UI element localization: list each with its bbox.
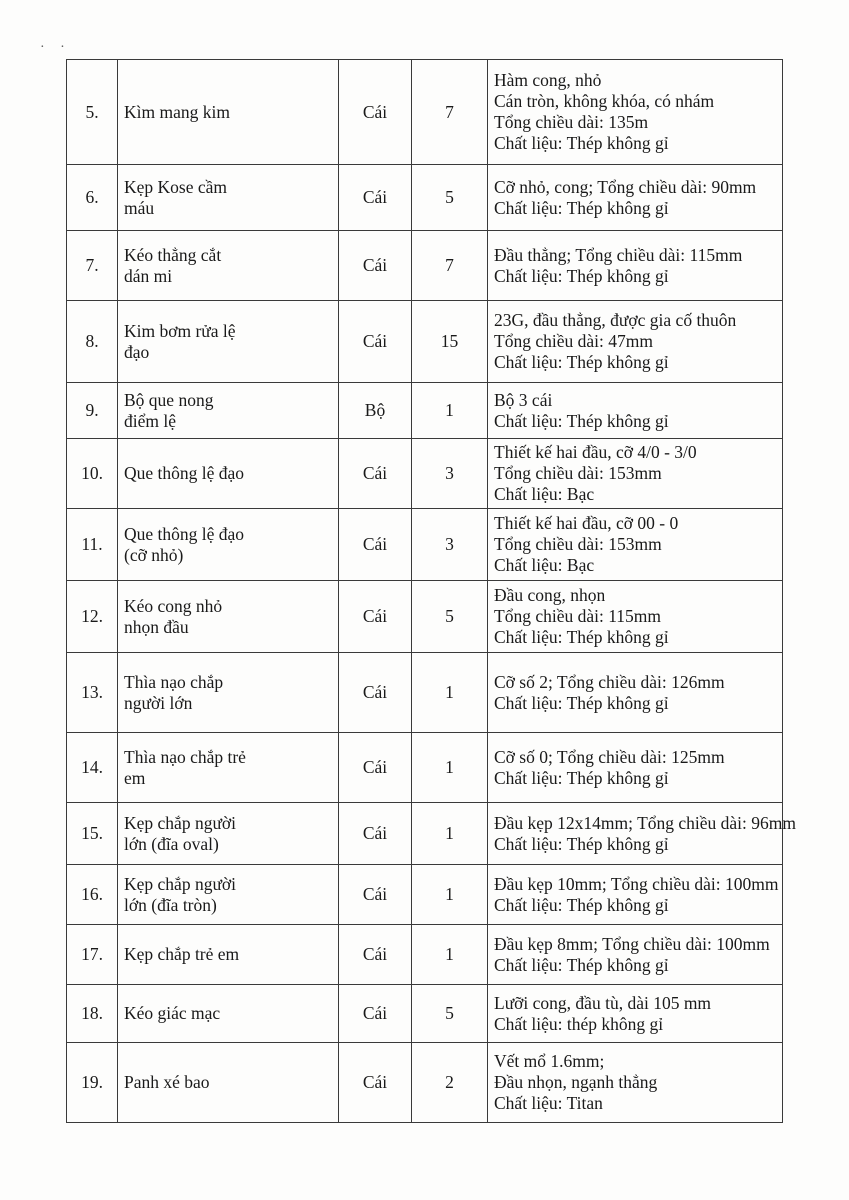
item-name	[118, 653, 339, 733]
item-name-line: lớn (đĩa tròn)	[124, 894, 217, 915]
spec-line: Chất liệu: Thép không gỉ	[494, 410, 669, 431]
spec-line: Chất liệu: Thép không gỉ	[494, 692, 669, 713]
table-row	[67, 985, 783, 1043]
item-name	[118, 865, 339, 925]
item-unit: Cái	[339, 439, 412, 509]
item-unit: Cái	[339, 1043, 412, 1123]
item-quantity: 7	[412, 60, 488, 165]
item-unit: Cái	[339, 509, 412, 581]
item-quantity: 1	[412, 865, 488, 925]
item-name	[118, 231, 339, 301]
item-name	[118, 925, 339, 985]
item-unit: Cái	[339, 925, 412, 985]
spec-line: Chất liệu: Thép không gỉ	[494, 833, 669, 854]
item-unit: Cái	[339, 733, 412, 803]
item-name-line: Bộ que nong	[124, 389, 214, 410]
spec-line: Cỡ nhỏ, cong; Tổng chiều dài: 90mm	[494, 176, 757, 197]
item-name	[118, 165, 339, 231]
table-row	[67, 865, 783, 925]
table-row	[67, 383, 783, 439]
spec-line: Chất liệu: Thép không gỉ	[494, 767, 669, 788]
item-name-line: (cỡ nhỏ)	[124, 544, 184, 565]
table-row	[67, 581, 783, 653]
item-name-line: Kẹp chắp người	[124, 873, 237, 894]
table-row	[67, 1043, 783, 1123]
spec-line: Lưỡi cong, đầu tù, dài 105 mm	[494, 992, 712, 1013]
item-number: 14.	[67, 733, 118, 803]
item-number: 9.	[67, 383, 118, 439]
item-number: 5.	[67, 60, 118, 165]
item-quantity: 3	[412, 439, 488, 509]
item-specification	[488, 165, 783, 231]
item-specification	[488, 301, 783, 383]
item-quantity: 5	[412, 581, 488, 653]
item-name	[118, 1043, 339, 1123]
item-unit: Cái	[339, 301, 412, 383]
spec-line: Bộ 3 cái	[494, 389, 553, 410]
item-quantity: 3	[412, 509, 488, 581]
item-name-line: Kìm mang kim	[124, 101, 230, 122]
table-row	[67, 301, 783, 383]
item-specification	[488, 581, 783, 653]
item-name-line: Kéo cong nhỏ	[124, 595, 223, 616]
item-number: 17.	[67, 925, 118, 985]
spec-line: Chất liệu: Thép không gỉ	[494, 954, 669, 975]
item-number: 15.	[67, 803, 118, 865]
item-name	[118, 985, 339, 1043]
item-unit: Cái	[339, 653, 412, 733]
item-name-line: nhọn đầu	[124, 616, 189, 637]
item-quantity: 1	[412, 925, 488, 985]
equipment-spec-table	[66, 59, 796, 1123]
item-specification	[488, 60, 783, 165]
item-name-line: Kẹp chắp trẻ em	[124, 944, 240, 964]
item-specification	[488, 653, 783, 733]
item-specification	[488, 509, 783, 581]
table-row	[67, 733, 783, 803]
table-body	[67, 60, 796, 1123]
spec-line: Chất liệu: Bạc	[494, 484, 595, 504]
item-number: 11.	[67, 509, 118, 581]
spec-line: Tổng chiều dài: 153mm	[494, 534, 662, 554]
item-quantity: 1	[412, 653, 488, 733]
table-row	[67, 925, 783, 985]
spec-line: Chất liệu: Bạc	[494, 555, 595, 575]
item-unit: Cái	[339, 60, 412, 165]
item-name	[118, 383, 339, 439]
item-unit: Cái	[339, 231, 412, 301]
item-specification	[488, 865, 783, 925]
item-quantity: 15	[412, 301, 488, 383]
table-row	[67, 653, 783, 733]
spec-line: Tổng chiều dài: 47mm	[494, 331, 653, 351]
spec-line: Chất liệu: Thép không gỉ	[494, 197, 669, 218]
item-name	[118, 733, 339, 803]
item-quantity: 1	[412, 383, 488, 439]
item-quantity: 5	[412, 165, 488, 231]
table-row	[67, 803, 783, 865]
spec-line: Chất liệu: Thép không gỉ	[494, 265, 669, 286]
item-number: 8.	[67, 301, 118, 383]
item-name-line: đạo	[124, 341, 150, 362]
scan-artifact: · ·	[40, 40, 71, 55]
item-name-line: Thìa nạo chắp trẻ	[124, 746, 246, 767]
item-specification	[488, 985, 783, 1043]
spec-line: Tổng chiều dài: 115mm	[494, 606, 662, 626]
item-name-line: Que thông lệ đạo	[124, 523, 245, 544]
item-name	[118, 803, 339, 865]
spec-line: Đầu kẹp 12x14mm; Tổng chiều dài: 96mm	[494, 812, 796, 833]
spec-line: Chất liệu: thép không gỉ	[494, 1013, 664, 1034]
spec-line: Đầu nhọn, ngạnh thẳng	[494, 1072, 658, 1092]
item-name-line: Kẹp chắp người	[124, 812, 237, 833]
item-specification	[488, 231, 783, 301]
item-number: 18.	[67, 985, 118, 1043]
item-unit: Cái	[339, 803, 412, 865]
item-name	[118, 581, 339, 653]
item-specification	[488, 733, 783, 803]
item-quantity: 7	[412, 231, 488, 301]
item-name-line: Thìa nạo chắp	[124, 671, 224, 692]
item-unit: Cái	[339, 985, 412, 1043]
item-name-line: Kéo giác mạc	[124, 1003, 221, 1023]
spec-line: Chất liệu: Thép không gỉ	[494, 133, 669, 153]
item-name-line: Panh xé bao	[124, 1072, 210, 1092]
item-name	[118, 509, 339, 581]
item-unit: Cái	[339, 581, 412, 653]
item-name-line: Kéo thẳng cắt	[124, 244, 222, 265]
item-quantity: 2	[412, 1043, 488, 1123]
spec-line: Thiết kế hai đầu, cỡ 00 - 0	[494, 513, 679, 533]
spec-line: Hàm cong, nhỏ	[494, 70, 602, 90]
spec-line: Đầu cong, nhọn	[494, 585, 606, 605]
spec-line: Tổng chiều dài: 135m	[494, 112, 649, 132]
spec-line: Chất liệu: Titan	[494, 1093, 603, 1113]
spec-line: Đầu kẹp 10mm; Tổng chiều dài: 100mm	[494, 873, 779, 894]
item-specification	[488, 439, 783, 509]
table-row	[67, 165, 783, 231]
item-specification	[488, 383, 783, 439]
item-quantity: 5	[412, 985, 488, 1043]
item-name	[118, 301, 339, 383]
item-name-line: Que thông lệ đạo	[124, 463, 245, 483]
item-name-line: Kim bơm rửa lệ	[124, 320, 236, 341]
item-quantity: 1	[412, 803, 488, 865]
item-quantity: 1	[412, 733, 488, 803]
spec-line: Thiết kế hai đầu, cỡ 4/0 - 3/0	[494, 442, 697, 462]
item-number: 16.	[67, 865, 118, 925]
item-unit: Cái	[339, 865, 412, 925]
item-name	[118, 439, 339, 509]
item-name	[118, 60, 339, 165]
item-name-line: điểm lệ	[124, 410, 176, 431]
spec-line: Đầu kẹp 8mm; Tổng chiều dài: 100mm	[494, 933, 770, 954]
item-name-line: em	[124, 767, 146, 788]
item-unit: Cái	[339, 165, 412, 231]
spec-line: Tổng chiều dài: 153mm	[494, 463, 662, 483]
table-row	[67, 509, 783, 581]
table-row	[67, 439, 783, 509]
item-number: 6.	[67, 165, 118, 231]
item-specification	[488, 925, 783, 985]
spec-line: 23G, đầu thẳng, được gia cố thuôn	[494, 310, 737, 330]
spec-line: Đầu thẳng; Tổng chiều dài: 115mm	[494, 244, 743, 265]
item-number: 19.	[67, 1043, 118, 1123]
item-name-line: máu	[124, 197, 155, 218]
item-name-line: dán mi	[124, 265, 173, 286]
item-number: 7.	[67, 231, 118, 301]
item-number: 13.	[67, 653, 118, 733]
spec-line: Cỡ số 0; Tổng chiều dài: 125mm	[494, 746, 725, 767]
item-name-line: Kẹp Kose cầm	[124, 176, 228, 197]
item-specification	[488, 1043, 783, 1123]
item-specification	[488, 803, 796, 865]
spec-line: Chất liệu: Thép không gỉ	[494, 627, 669, 647]
item-unit: Bộ	[339, 383, 412, 439]
spec-line: Vết mổ 1.6mm;	[494, 1051, 605, 1071]
item-number: 12.	[67, 581, 118, 653]
spec-line: Cán tròn, không khóa, có nhám	[494, 91, 715, 111]
item-name-line: lớn (đĩa oval)	[124, 833, 219, 854]
item-number: 10.	[67, 439, 118, 509]
spec-line: Cỡ số 2; Tổng chiều dài: 126mm	[494, 671, 725, 692]
item-name-line: người lớn	[124, 692, 193, 713]
table-row	[67, 60, 783, 165]
spec-line: Chất liệu: Thép không gỉ	[494, 352, 669, 372]
spec-line: Chất liệu: Thép không gỉ	[494, 894, 669, 915]
table-row	[67, 231, 783, 301]
